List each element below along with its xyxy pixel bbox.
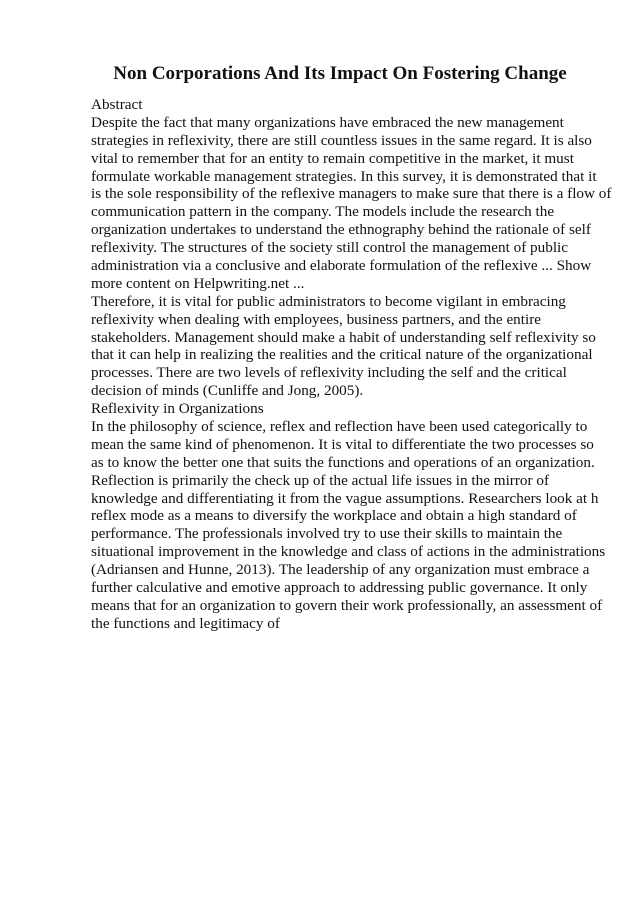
text-line: means that for an organization to govern their work professionally, an assessment of: [91, 596, 603, 614]
text-line: formulate workable management strategies. In this survey, it is demonstrated that it: [91, 167, 597, 185]
text-line: administration via a conclusive and elaborate formulation of the reflexive ... Show: [91, 257, 592, 275]
text-line: organization undertakes to understand the ethnography behind the rationale of self: [91, 221, 591, 239]
document-body: [91, 96, 611, 633]
text-line: processes. There are two levels of reflexivity including the self and the critical: [91, 364, 567, 382]
text-line: vital to remember that for an entity to remain competitive in the market, it must: [91, 149, 574, 167]
section-heading: Reflexivity in Organizations: [91, 400, 264, 418]
text-line: Reflection is primarily the check up of the actual life issues in the mirror of: [91, 471, 550, 489]
text-line: performance. The professionals involved try to use their skills to maintain the: [91, 525, 563, 543]
text-line: more content on Helpwriting.net ...: [91, 274, 305, 292]
abstract-heading: Abstract: [91, 96, 143, 113]
document-title: Non Corporations And Its Impact On Fostering Change: [113, 63, 567, 84]
text-line: strategies in reflexivity, there are still countless issues in the same regard. It is also: [91, 131, 592, 149]
text-line: reflexivity when dealing with employees, business partners, and the entire: [91, 310, 542, 328]
text-line: situational improvement in the knowledge and class of actions in the administrations: [91, 543, 606, 561]
text-line: decision of minds (Cunliffe and Jong, 2005).: [91, 382, 364, 400]
text-line: further calculative and emotive approach to addressing public governance. It only: [91, 579, 588, 597]
text-line: communication pattern in the company. The models include the research the: [91, 203, 555, 221]
text-line: stakeholders. Management should make a habit of understanding self reflexivity so: [91, 328, 596, 346]
text-line: (Adriansen and Hunne, 2013). The leadership of any organization must embrace a: [91, 561, 590, 579]
text-line: reflex mode as a means to diversify the workplace and obtain a high standard of: [91, 507, 577, 525]
text-line: that it can help in realizing the realities and the critical nature of the organizational: [91, 346, 593, 364]
text-line: In the philosophy of science, reflex and reflection have been used categorically to: [91, 418, 588, 436]
text-line: is the sole responsibility of the reflexive managers to make sure that there is a flow of: [91, 185, 612, 203]
text-line: Therefore, it is vital for public administrators to become vigilant in embracing: [91, 292, 566, 310]
text-line: Despite the fact that many organizations have embraced the new management: [91, 113, 564, 131]
text-line: mean the same kind of phenomenon. It is vital to differentiate the two processes so: [91, 435, 594, 453]
text-line: reflexivity. The structures of the society still control the management of public: [91, 239, 569, 257]
text-line: knowledge and differentiating it from the vague assumptions. Researchers look at h: [91, 489, 599, 507]
text-line: as to know the better one that suits the functions and operations of an organization.: [91, 453, 595, 471]
text-line: the functions and legitimacy of: [91, 614, 280, 632]
